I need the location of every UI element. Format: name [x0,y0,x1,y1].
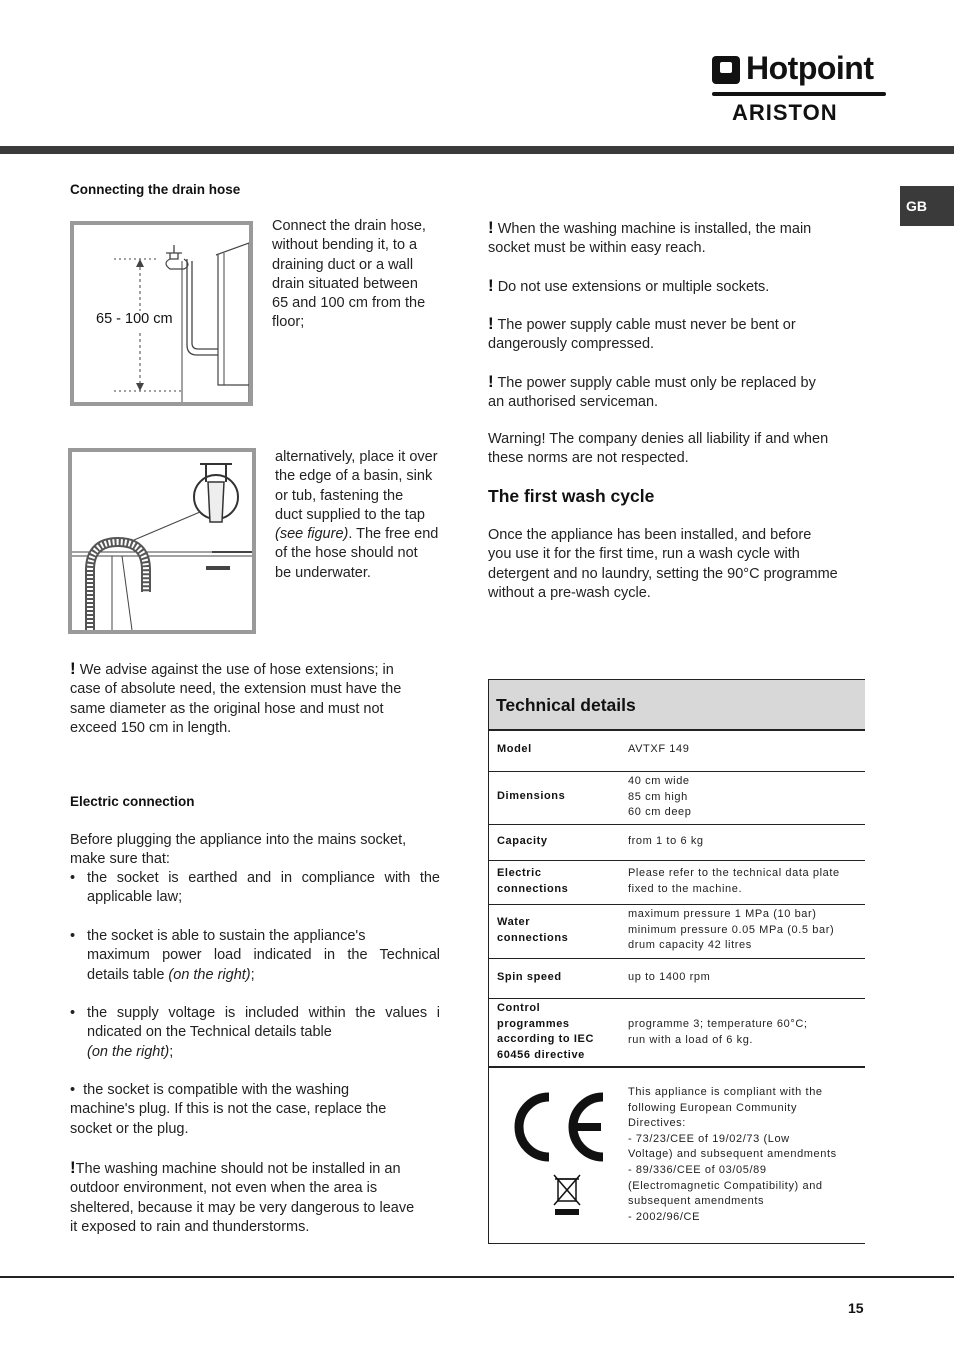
drain-basin-illustration [72,452,252,630]
logo-rule [712,92,886,96]
electric-heading: Electric connection [70,794,195,809]
electric-connections-value: Please refer to the technical data plate fixed to the machine. [628,867,840,895]
warning-cable-bent: ! The power supply cable must never be bent or dangerously compressed. [488,314,796,353]
electric-intro: Before plugging the appliance into the mains socket, make sure that: [70,832,407,868]
electric-bullet-4: • the socket is compatible with the washing machine's plug. If this is not the case, replace the socket or the plug. [70,1082,387,1137]
drain-text-2: alternatively, place it over the edge of a basin, sink or tub, fastening the duct supplied to the tap (see figure). The free end of the hose should not be underwater. [275,449,439,581]
water-connections-label: Water connections [497,916,569,944]
row-divider [489,998,865,999]
technical-details-table [488,679,865,1244]
tech-table-header [489,679,865,731]
model-label: Model [497,743,532,755]
tech-table-title: Technical details [496,695,636,715]
first-wash-text: Once the appliance has been installed, and before you use it for the first time, run a wash cycle with detergent and no laundry, setting the 90°C programme without a pre-wash cycle. [488,527,838,601]
warning-socket-reach: ! When the washing machine is installed, the main socket must be within easy reach. [488,218,812,257]
drain-height-label: 65 - 100 cm [96,311,173,327]
logo-mark-icon [712,56,740,84]
electric-bullet-3: • the supply voltage is included within the values i ndicated on the Technical details table (on the right); [70,1005,440,1060]
electric-connections-label: Electric connections [497,867,569,895]
row-divider [489,771,865,772]
row-divider [489,1066,865,1068]
dimensions-label: Dimensions [497,790,566,802]
model-value: AVTXF 149 [628,743,690,755]
hose-extension-warning: ! We advise against the use of hose extensions; in case of absolute need, the extension must have the same diameter as the original hose and must not exceed 150 cm in length. [70,659,402,736]
weee-bin-icon [551,1173,583,1217]
drain-figure-basin [68,448,256,634]
drain-text-1: Connect the drain hose, without bending it, to a draining duct or a wall drain situated between 65 and 100 cm from the floor; [272,218,426,331]
control-programmes-label: Control programmes according to IEC 60456 directive [497,1002,594,1061]
electric-bullet-1: • the socket is earthed and in compliance with the applicable law; [70,870,440,906]
footer-rule [0,1276,954,1278]
brand-subname: ARISTON [732,100,838,125]
control-programmes-value: programme 3; temperature 60°C; run with a load of 6 kg. [628,1018,808,1046]
ce-mark-icon [511,1089,611,1165]
liability-warning: Warning! The company denies all liability if and when these norms are not respected. [488,431,829,467]
page-number: 15 [848,1300,864,1316]
dimensions-value: 40 cm wide 85 cm high 60 cm deep [628,775,692,819]
header-bar [0,146,954,154]
capacity-label: Capacity [497,835,548,847]
warning-no-extensions: ! Do not use extensions or multiple sockets. [488,276,770,295]
capacity-value: from 1 to 6 kg [628,835,704,847]
first-wash-heading: The first wash cycle [488,486,655,506]
outdoor-warning: !The washing machine should not be installed in an outdoor environment, not even when the area is sheltered, because it may be very dangerous to leave it exposed to rain and thunderstorms. [70,1158,415,1235]
row-divider [489,860,865,861]
warning-cable-replace: ! The power supply cable must only be replaced by an authorised serviceman. [488,372,816,411]
drain-heading: Connecting the drain hose [70,182,241,197]
language-tab: GB [900,186,954,226]
water-connections-value: maximum pressure 1 MPa (10 bar) minimum pressure 0.05 MPa (0.5 bar) drum capacity 42 litres [628,908,835,952]
row-divider [489,904,865,905]
row-divider [489,958,865,959]
electric-bullet-2: • the socket is able to sustain the appliance's maximum power load indicated in the Technical details table (on the right); [70,928,440,983]
row-divider [489,824,865,825]
spin-speed-value: up to 1400 rpm [628,971,711,983]
ce-compliance-text: This appliance is compliant with the following European Community Directives: - 73/23/CEE of 19/02/73 (Low Voltage) and subsequent amendments - 89/336/CEE of 03/05/89 (Electromagnetic Compatibility) and subsequent amendments - 2002/96/CE [628,1086,837,1223]
brand-logo [712,52,888,126]
spin-speed-label: Spin speed [497,971,562,983]
brand-name: Hotpoint [746,50,874,86]
